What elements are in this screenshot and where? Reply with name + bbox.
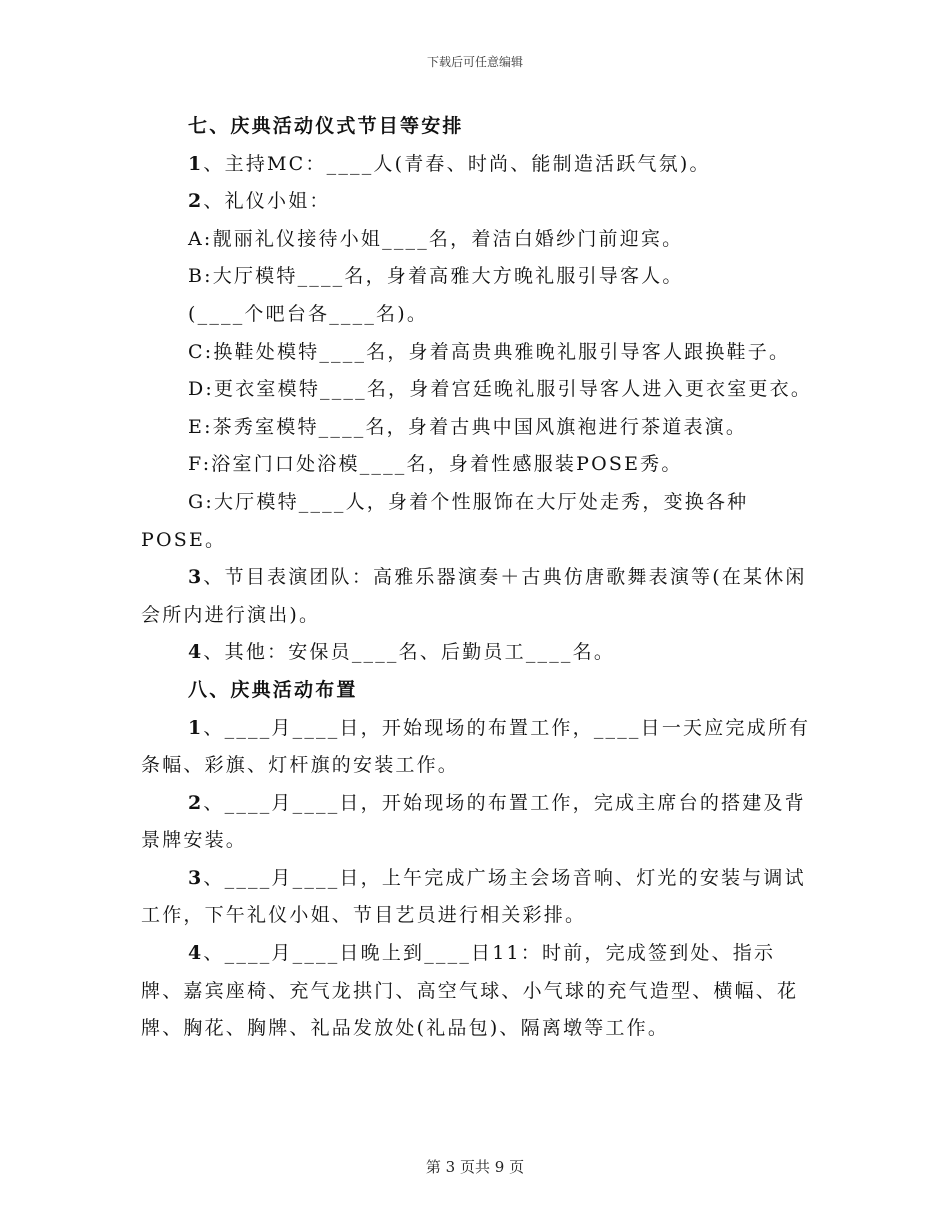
document-body [141,108,813,1048]
item-number: 4 [188,942,204,965]
item-text: 、节目表演团队：高雅乐器演奏＋古典仿唐歌舞表演等(在某休闲会所内进行演出)。 [141,566,807,626]
etiquette-line-e: E:茶秀室模特____名，身着古典中国风旗袍进行茶道表演。 [188,415,748,438]
item-number: 1 [188,152,204,175]
section-8-item-4 [141,935,813,1048]
etiquette-line-b: B:大厅模特____名，身着高雅大方晚礼服引导客人。 [188,265,684,288]
item-number: 3 [188,566,204,589]
page-number-footer: 第 3 页共 9 页 [425,1158,525,1176]
item-text: 、其他：安保员____名、后勤员工____名。 [203,641,616,664]
item-number: 2 [188,791,204,814]
etiquette-line-g: G:大厅模特____人，身着个性服饰在大厅处走秀，变换各种POSE。 [141,490,749,551]
etiquette-line-a: A:靓丽礼仪接待小姐____名，着洁白婚纱门前迎宾。 [188,227,684,250]
page-header-note: 下载后可任意编辑 [426,55,523,69]
section-7-item-1 [141,146,813,184]
section-7-heading: 七、庆典活动仪式节目等安排 [188,115,464,137]
etiquette-line-d: D:更衣室模特____名，身着宫廷晚礼服引导客人进入更衣室更衣。 [188,378,813,401]
section-7-item-3 [141,559,813,634]
item-text: 、____月____日晚上到____日11：时前，完成签到处、指示牌、嘉宾座椅、充气龙拱门、高空气球、小气球的充气造型、横幅、花牌、胸花、胸牌、礼品发放处(礼品包)、隔离墩等工作。 [141,942,799,1040]
item-number: 3 [188,866,204,889]
item-text: 、____月____日，开始现场的布置工作，完成主席台的搭建及背景牌安装。 [141,791,806,852]
etiquette-line-f: F:浴室门口处浴模____名，身着性感服装POSE秀。 [188,453,683,476]
section-8-heading: 八、庆典活动布置 [188,678,358,701]
section-8-item-1 [141,710,813,785]
item-number: 2 [188,190,204,213]
item-number: 1 [188,716,204,739]
section-7-item-2 [141,183,813,221]
item-number: 4 [188,641,204,664]
etiquette-line-bar: (____个吧台各____名)。 [188,302,429,325]
item-text: 、礼仪小姐： [203,190,331,213]
section-7-item-4 [141,634,813,672]
item-text: 、____月____日，开始现场的布置工作，____日一天应完成所有条幅、彩旗、灯杆旗的安装工作。 [141,716,811,777]
section-8-item-3 [141,860,813,935]
section-8-item-2 [141,785,813,860]
item-text: 、主持MC：____人(青春、时尚、能制造活跃气氛)。 [203,152,711,175]
item-text: 、____月____日，上午完成广场主会场音响、灯光的安装与调试工作，下午礼仪小姐、节目艺员进行相关彩排。 [141,866,806,927]
etiquette-line-c: C:换鞋处模特____名，身着高贵典雅晚礼服引导客人跟换鞋子。 [188,340,791,363]
